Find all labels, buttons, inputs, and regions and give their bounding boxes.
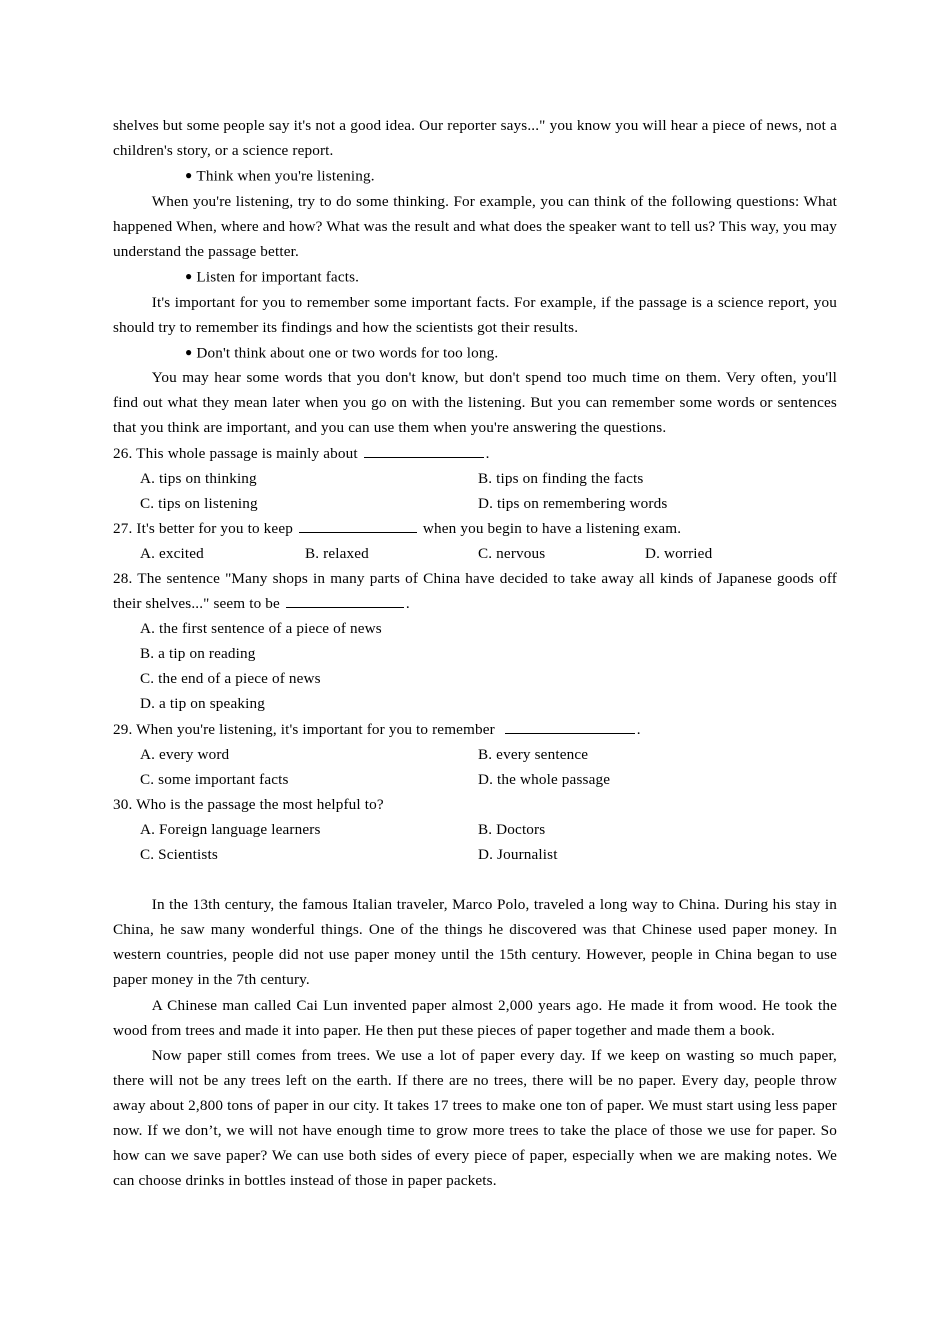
option-a[interactable]: A. every word bbox=[140, 745, 230, 763]
section-spacer bbox=[113, 867, 837, 892]
option-b[interactable]: B. a tip on reading bbox=[140, 645, 256, 663]
bullet-icon: ● bbox=[185, 344, 193, 359]
answer-blank[interactable] bbox=[299, 518, 417, 533]
tip-body-3: You may hear some words that you don't know, but don't spend too much time on them. Very often, you'll find out what they mean later when you go on with the listening. But you can remember some words or sentences that you think are important, and you can use them when you're answering the questions. bbox=[113, 369, 837, 437]
question-stem-text: The sentence "Many shops in many parts of China have decided to take away all kinds of Japanese goods off their shelves..." seem to be bbox=[113, 570, 837, 613]
option-a[interactable]: A. excited bbox=[140, 544, 204, 562]
question-28-stem bbox=[113, 566, 837, 616]
option-c[interactable]: C. some important facts bbox=[140, 770, 289, 788]
question-number: 27. bbox=[113, 519, 133, 537]
option-c[interactable]: C. tips on listening bbox=[140, 494, 258, 512]
tip-heading-text: Don't think about one or two words for too long. bbox=[196, 344, 499, 362]
option-row bbox=[113, 842, 837, 867]
tip-heading-3 bbox=[113, 340, 837, 366]
tip-body-2: It's important for you to remember some important facts. For example, if the passage is a science report, you should try to remember its findings and how the scientists got their results. bbox=[113, 293, 837, 336]
option-b[interactable]: B. Doctors bbox=[478, 820, 546, 838]
question-27-options bbox=[113, 541, 837, 566]
tip-body-1: When you're listening, try to do some thinking. For example, you can think of the following questions: What happened When, where and how? What was the result and what does the speaker want to tell us? This way, you may understand the passage better. bbox=[113, 192, 837, 260]
bullet-icon: ● bbox=[185, 269, 193, 283]
option-a[interactable]: A. the first sentence of a piece of news bbox=[140, 620, 382, 638]
answer-blank[interactable] bbox=[364, 443, 484, 458]
option-c[interactable]: C. Scientists bbox=[140, 846, 218, 864]
question-stem-tail: . bbox=[405, 595, 410, 613]
question-stem-text: Who is the passage the most helpful to? bbox=[136, 795, 384, 813]
question-29-options bbox=[113, 742, 837, 792]
option-row bbox=[113, 491, 837, 516]
option-row bbox=[113, 541, 837, 566]
option-b[interactable]: B. relaxed bbox=[305, 544, 369, 562]
answer-blank[interactable] bbox=[505, 719, 635, 734]
option-d[interactable]: D. worried bbox=[645, 544, 713, 562]
question-28-options bbox=[113, 616, 837, 716]
question-number: 28. bbox=[113, 570, 133, 587]
tip-heading-text: Listen for important facts. bbox=[196, 268, 360, 286]
question-26-options bbox=[113, 466, 837, 516]
question-stem-tail: . bbox=[485, 444, 490, 462]
passage1-continuation: shelves but some people say it's not a good idea. Our reporter says..." you know you will hear a piece of news, not a children's story, or a science report. bbox=[113, 117, 837, 160]
tip-heading-1 bbox=[113, 163, 837, 189]
option-row bbox=[113, 817, 837, 842]
tip-heading-2 bbox=[113, 264, 837, 290]
option-d[interactable]: D. Journalist bbox=[478, 846, 558, 864]
option-a[interactable]: A. Foreign language learners bbox=[140, 820, 321, 838]
answer-blank[interactable] bbox=[286, 593, 404, 608]
option-c[interactable]: C. the end of a piece of news bbox=[140, 670, 321, 688]
question-27-stem bbox=[113, 516, 837, 541]
question-stem-tail: . bbox=[636, 720, 641, 738]
option-row bbox=[113, 742, 837, 767]
question-30-stem bbox=[113, 792, 837, 817]
option-b[interactable]: B. every sentence bbox=[478, 745, 589, 763]
question-number: 26. bbox=[113, 444, 133, 462]
option-a[interactable]: A. tips on thinking bbox=[140, 469, 257, 487]
question-number: 29. bbox=[113, 720, 133, 738]
question-stem-tail: when you begin to have a listening exam. bbox=[422, 519, 682, 537]
question-number: 30. bbox=[113, 795, 133, 813]
question-29-stem bbox=[113, 717, 837, 742]
option-row bbox=[113, 767, 837, 792]
question-stem-text: This whole passage is mainly about bbox=[136, 444, 358, 462]
bullet-icon: ● bbox=[185, 168, 193, 183]
question-30-options bbox=[113, 817, 837, 867]
option-d[interactable]: D. the whole passage bbox=[478, 770, 611, 788]
passage2-paragraph-2: A Chinese man called Cai Lun invented paper almost 2,000 years ago. He made it from wood. He took the wood from trees and made it into paper. He then put these pieces of paper together and made them a book. bbox=[113, 996, 837, 1039]
option-b[interactable]: B. tips on finding the facts bbox=[478, 469, 644, 487]
option-c[interactable]: C. nervous bbox=[478, 544, 546, 562]
question-stem-text: When you're listening, it's important for you to remember bbox=[136, 720, 495, 738]
option-d[interactable]: D. tips on remembering words bbox=[478, 494, 668, 512]
passage2-paragraph-3: Now paper still comes from trees. We use a lot of paper every day. If we keep on wasting so much paper, there will not be any trees left on the earth. If there are no trees, there will be no paper. Every day, people throw away about 2,800 tons of paper in our city. It takes 17 trees to make one ton of paper. We must start using less paper now. If we don’t, we will not have enough time to grow more trees to take the place of those we use for paper. So how can we save paper? We can use both sides of every piece of paper, especially when we are making notes. We can choose drinks in bottles instead of those in paper packets. bbox=[113, 1046, 837, 1190]
option-d[interactable]: D. a tip on speaking bbox=[140, 695, 265, 713]
passage2-paragraph-1: In the 13th century, the famous Italian traveler, Marco Polo, traveled a long way to China. During his stay in China, he saw many wonderful things. One of the things he discovered was that Chinese used paper money. In western countries, people did not use paper money until the 15th century. However, people in China began to use paper money in the 7th century. bbox=[113, 896, 837, 989]
question-26-stem bbox=[113, 441, 837, 466]
question-stem-text: It's better for you to keep bbox=[136, 519, 293, 537]
option-row bbox=[113, 466, 837, 491]
tip-heading-text: Think when you're listening. bbox=[196, 167, 375, 185]
